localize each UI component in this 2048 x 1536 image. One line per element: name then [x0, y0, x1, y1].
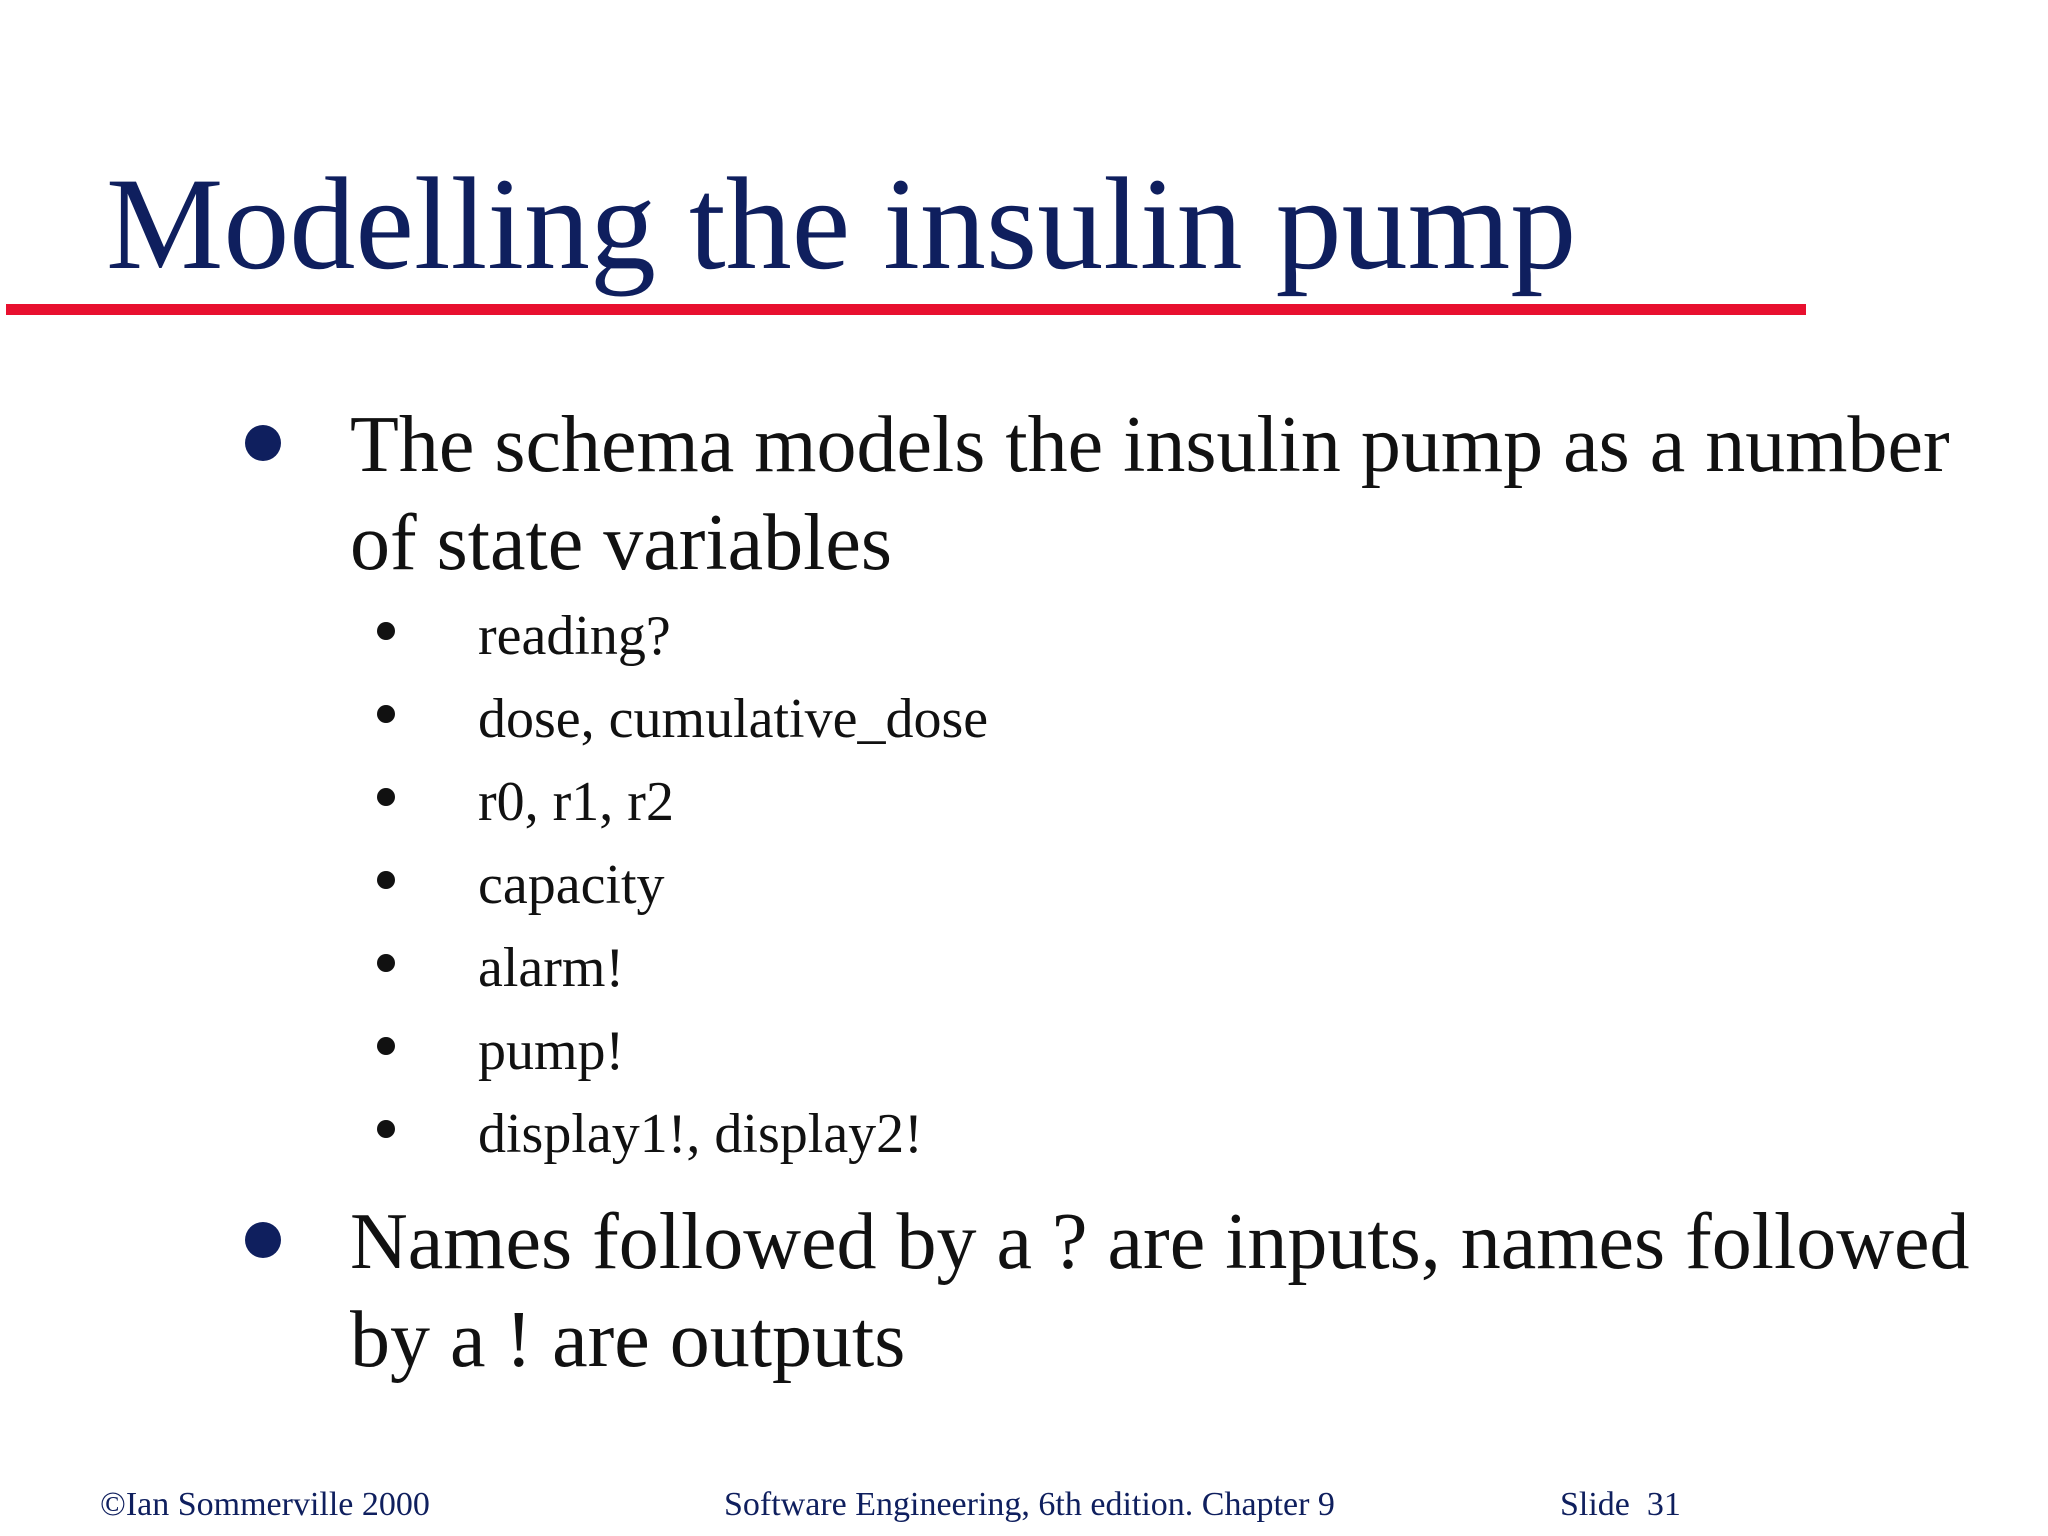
sub-bullet-dot: [377, 705, 395, 723]
footer-copyright: ©Ian Sommerville 2000: [100, 1486, 430, 1523]
sub-item-r-values: r0, r1, r2: [478, 771, 674, 833]
sub-bullet-dot: [377, 788, 395, 806]
title-divider: [6, 304, 1806, 315]
sub-bullet-dot: [377, 871, 395, 889]
sub-bullet-dot: [377, 622, 395, 640]
bullet-dot: [245, 425, 281, 461]
bullet-dot: [245, 1222, 281, 1258]
sub-bullet-dot: [377, 954, 395, 972]
sub-item-capacity: capacity: [478, 854, 665, 916]
sub-bullet-dot: [377, 1120, 395, 1138]
footer-slide-number: Slide 31: [1560, 1486, 1681, 1523]
bullet-state-variables: The schema models the insulin pump as a number of state variables: [350, 401, 1950, 587]
footer-book-title: Software Engineering, 6th edition. Chapter 9: [724, 1486, 1335, 1523]
sub-item-display: display1!, display2!: [478, 1103, 923, 1165]
sub-item-dose: dose, cumulative_dose: [478, 688, 989, 750]
slide-title: Modelling the insulin pump: [106, 150, 1577, 297]
sub-bullet-dot: [377, 1037, 395, 1055]
sub-item-pump: pump!: [478, 1020, 625, 1082]
sub-item-reading: reading?: [478, 605, 671, 667]
sub-item-alarm: alarm!: [478, 937, 625, 999]
bullet-inputs-outputs: Names followed by a ? are inputs, names followed by a ! are outputs: [350, 1198, 1970, 1384]
